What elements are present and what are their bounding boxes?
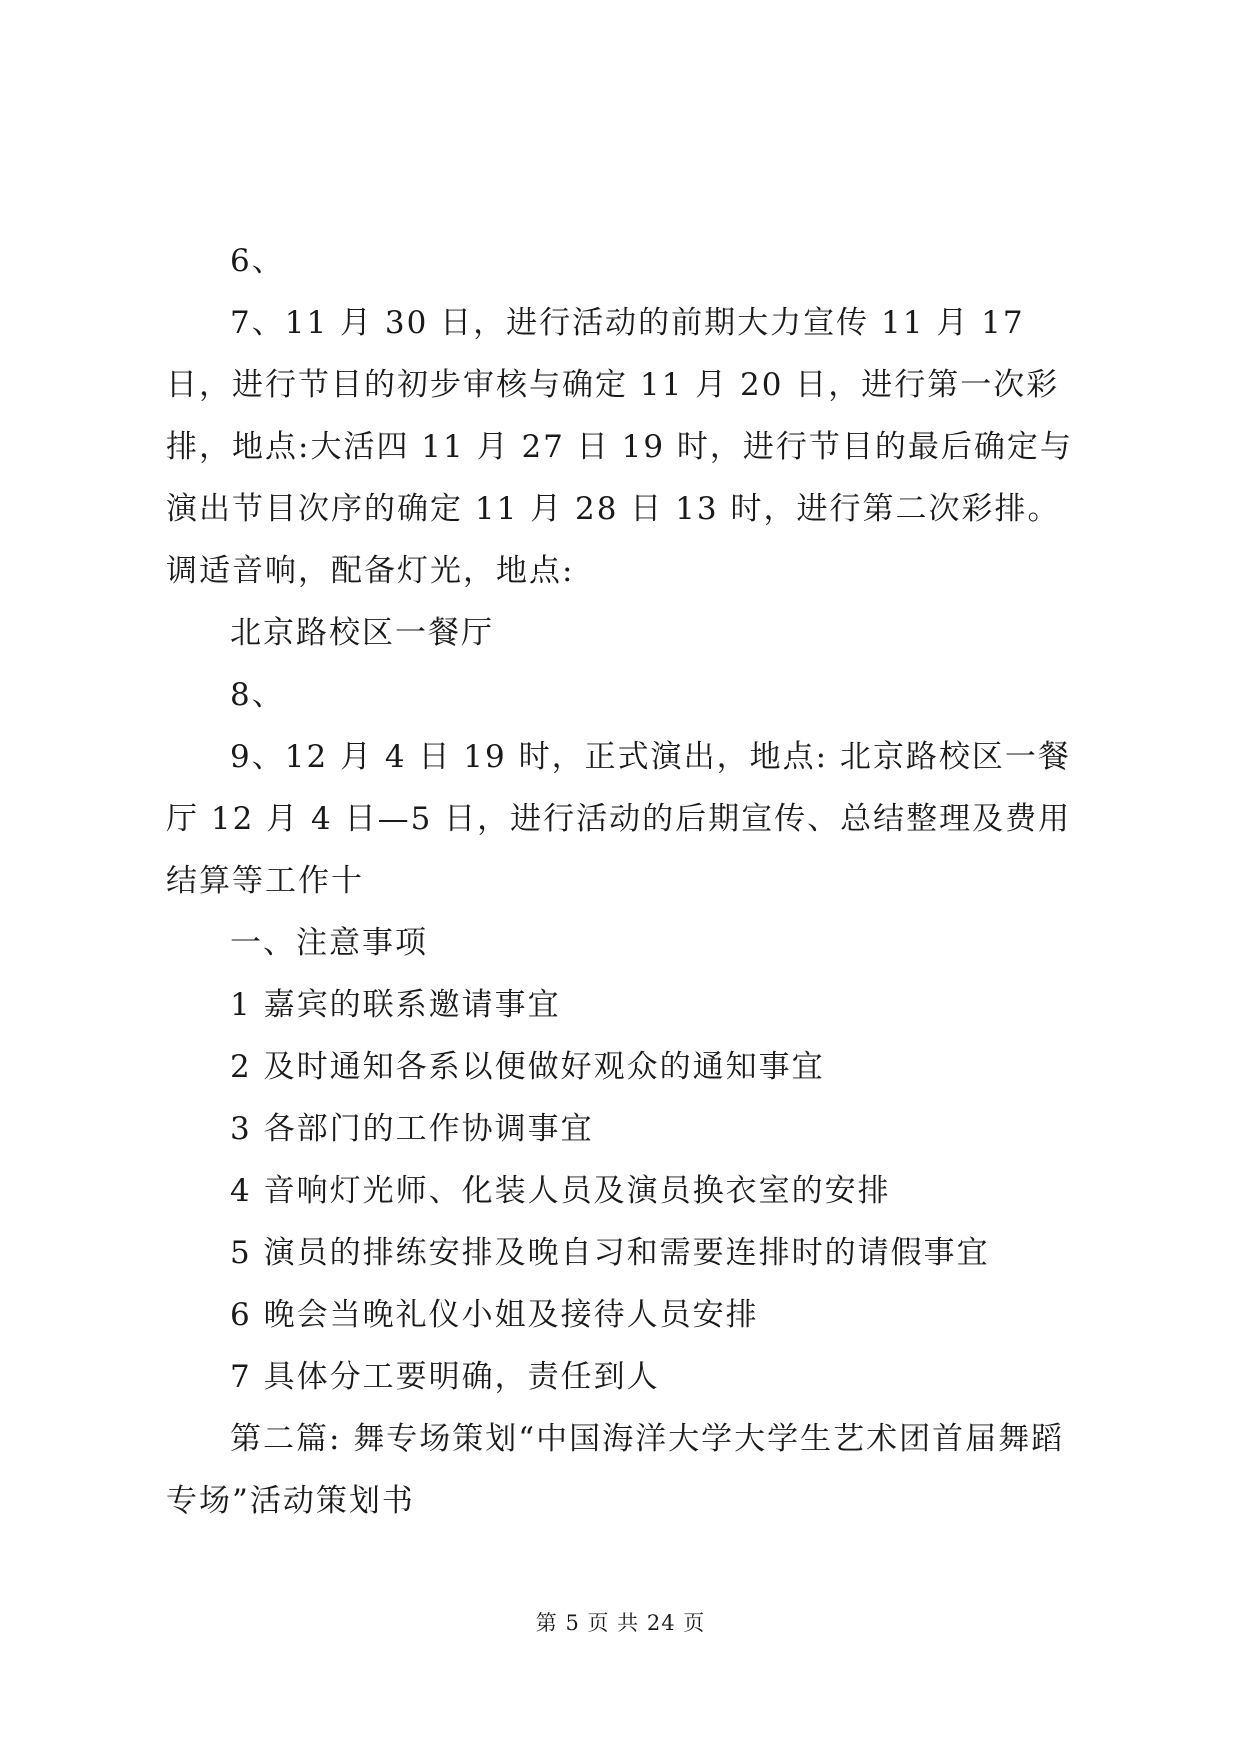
paragraph: 9、12 月 4 日 19 时，正式演出，地点: 北京路校区一餐厅 12 月 4 日—5 日，进行活动的后期宣传、总结整理及费用结算等工作十 [166, 739, 1072, 899]
chapter-title: 第二篇: 舞专场策划“中国海洋大学大学生艺术团首届舞蹈专场”活动策划书 [166, 1421, 1065, 1519]
list-item: 3 各部门的工作协调事宜 [230, 1111, 594, 1147]
document-body [166, 230, 1086, 1532]
paragraph: 8、 [230, 677, 285, 713]
list-item: 7 具体分工要明确，责任到人 [230, 1359, 660, 1395]
paragraph: 7、11 月 30 日，进行活动的前期大力宣传 11 月 17 日，进行节目的初步审核与确定 11 月 20 日，进行第一次彩排，地点:大活四 11 月 27 日 19 时，进行节目的最后确定与演出节目次序的确定 11 月 28 日 13 时，进行第二次彩排。调适音响，配备灯光，地点: [166, 305, 1073, 589]
page-footer: 第 5 页 共 24 页 [535, 1611, 706, 1635]
section-heading: 一、注意事项 [230, 925, 428, 961]
paragraph: 6、 [230, 243, 285, 279]
list-item: 5 演员的排练安排及晚自习和需要连排时的请假事宜 [230, 1235, 990, 1271]
list-item: 2 及时通知各系以便做好观众的通知事宜 [230, 1049, 825, 1085]
list-item: 6 晚会当晚礼仪小姐及接待人员安排 [230, 1297, 759, 1333]
paragraph: 北京路校区一餐厅 [230, 615, 494, 651]
list-item: 1 嘉宾的联系邀请事宜 [230, 987, 561, 1023]
list-item: 4 音响灯光师、化装人员及演员换衣室的安排 [230, 1173, 891, 1209]
